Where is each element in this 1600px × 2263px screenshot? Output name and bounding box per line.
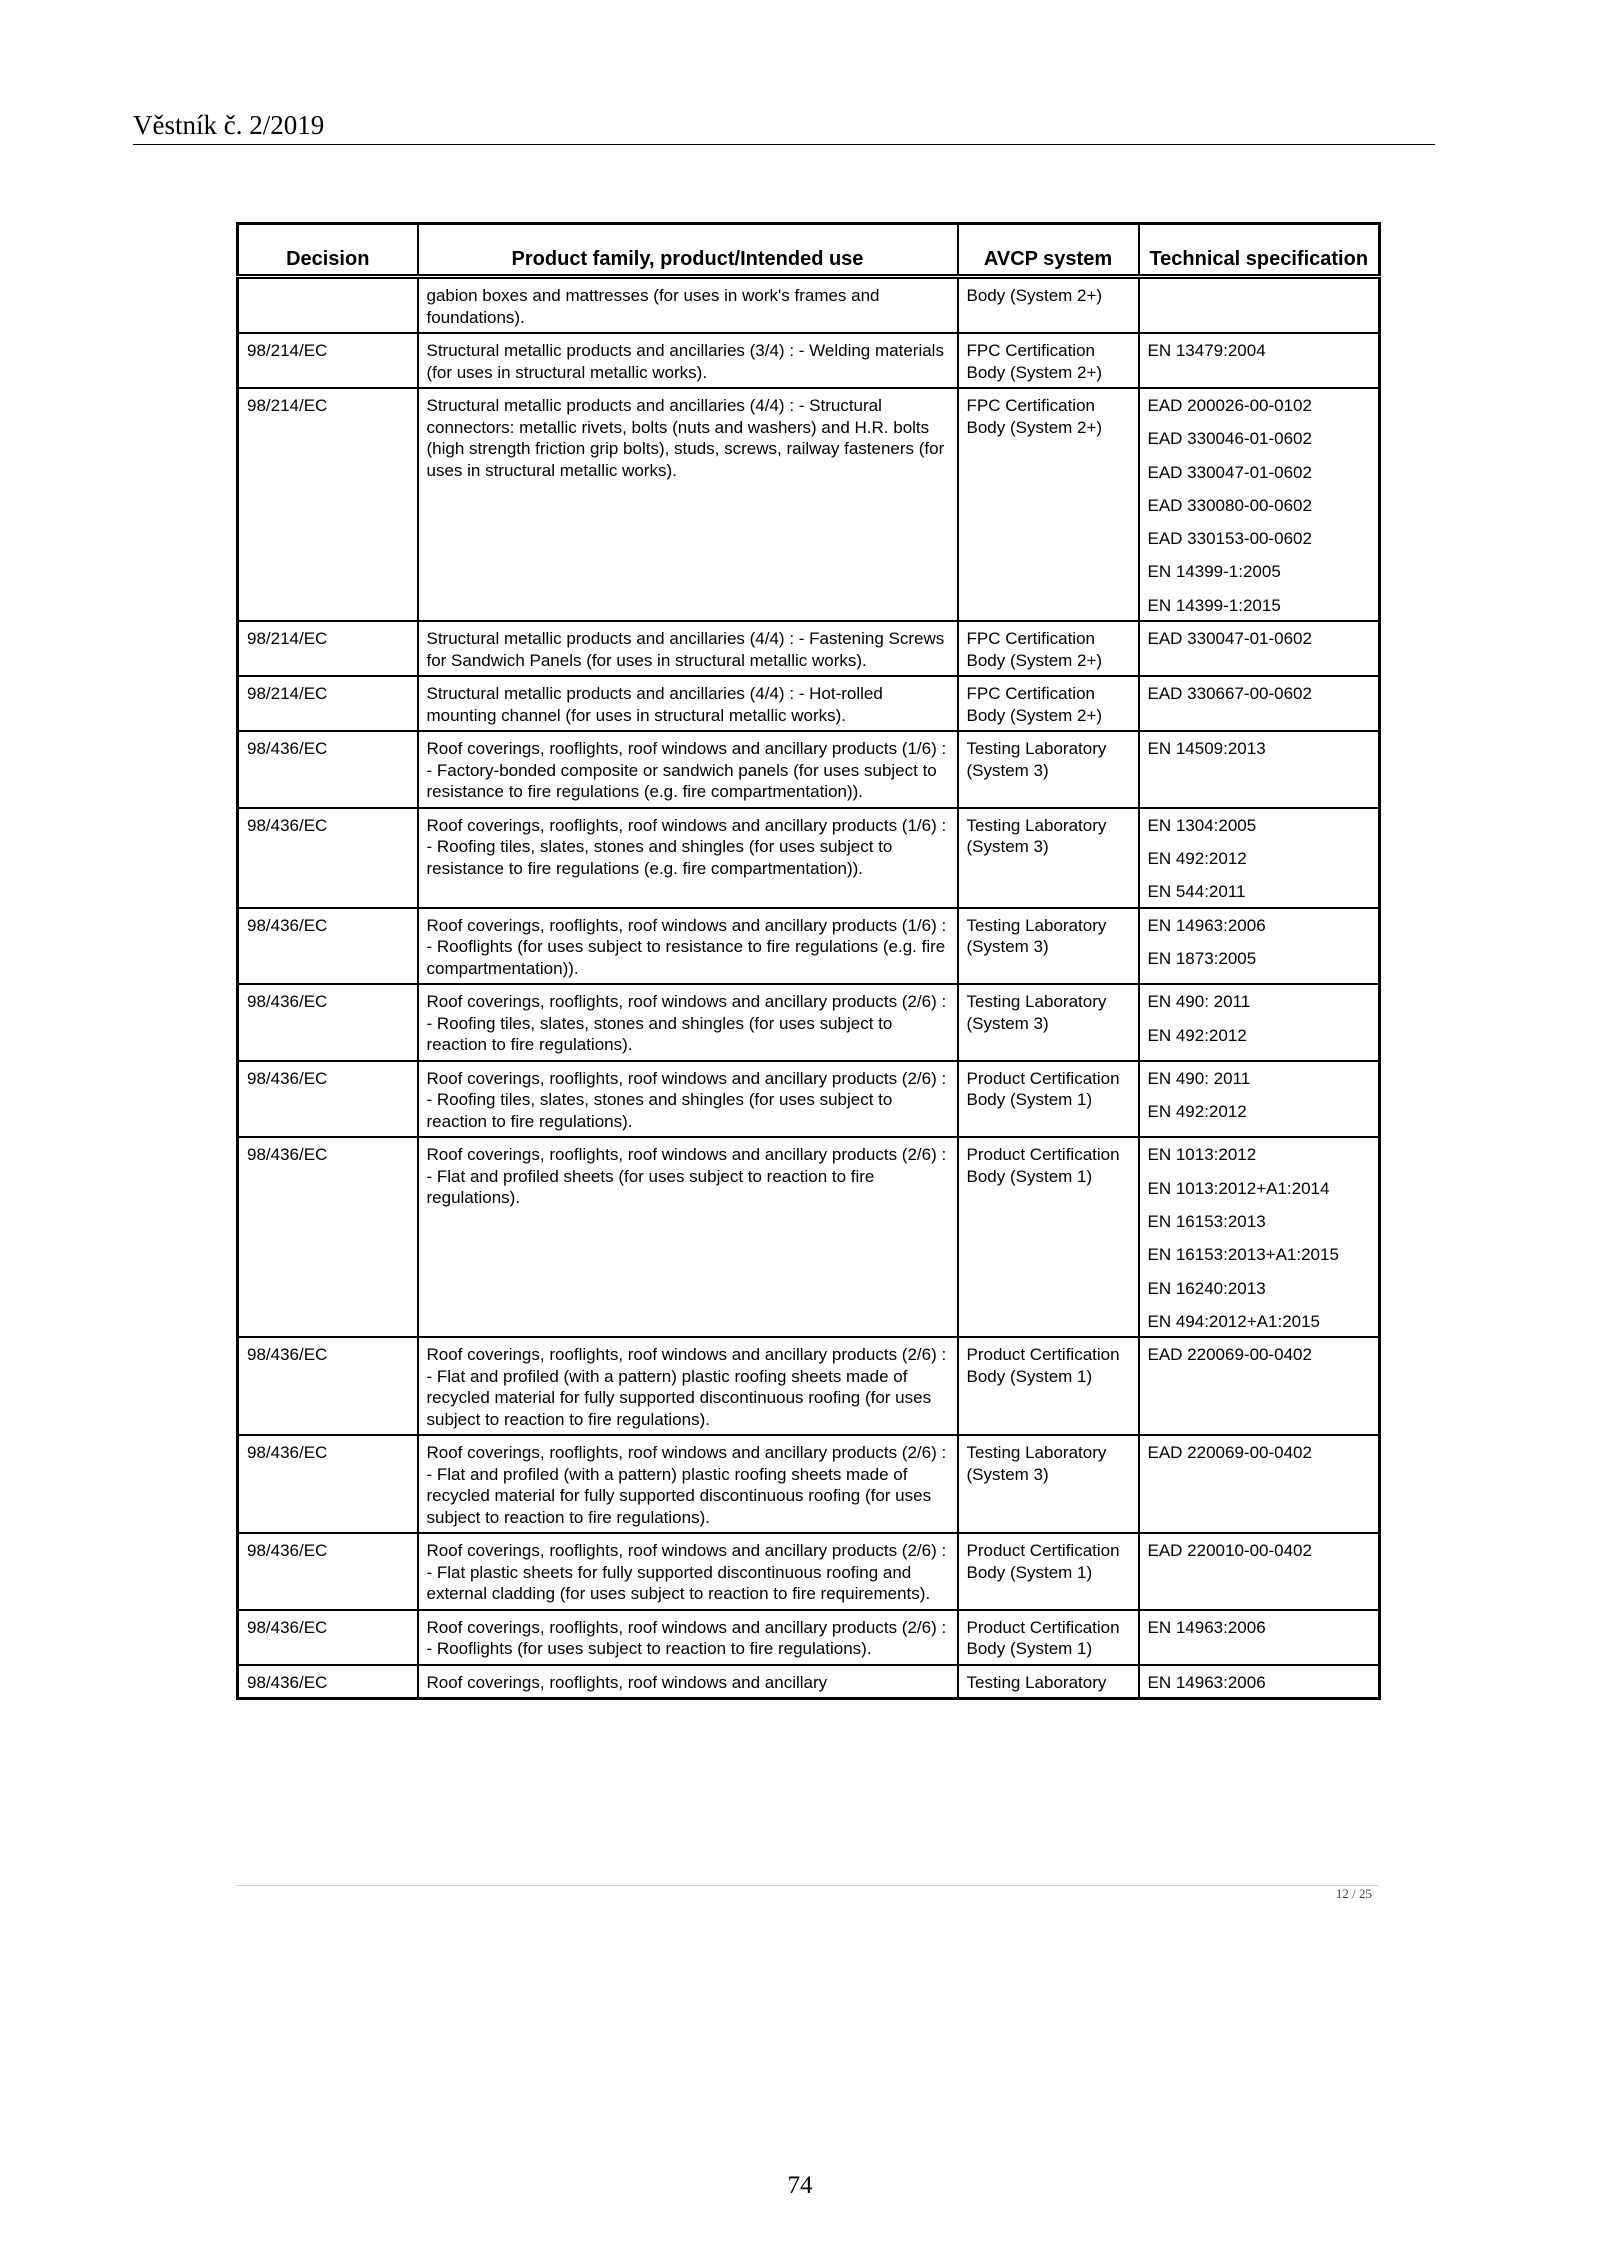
decision-cell: 98/436/EC — [238, 1337, 418, 1435]
table-header-row — [238, 224, 1380, 277]
product-cell: Roof coverings, rooflights, roof windows and ancillary products (1/6) : - Factory-bonded composite or sandwich panels (for uses subject to resistance to fire regulations (e.g. fire compartmentation)). — [418, 731, 958, 808]
column-header-decision: Decision — [238, 224, 418, 277]
product-cell: Roof coverings, rooflights, roof windows and ancillary products (1/6) : - Roofing tiles, slates, stones and shingles (for uses subject to resistance to fire regulations (e.g. fire compartmentation)). — [418, 808, 958, 908]
table-row — [238, 388, 1380, 621]
decision-cell: 98/436/EC — [238, 1435, 418, 1533]
column-header-product: Product family, product/Intended use — [418, 224, 958, 277]
table-row — [238, 676, 1380, 731]
table-row — [238, 277, 1380, 334]
specification-item: EAD 330047-01-0602 — [1147, 462, 1312, 482]
table-row — [238, 984, 1380, 1061]
specification-item: EAD 200026-00-0102 — [1147, 396, 1312, 415]
table-row — [238, 731, 1380, 808]
specification-item: EN 14963:2006 — [1147, 915, 1266, 935]
specification-item: EN 492:2012 — [1147, 1025, 1247, 1045]
journal-header: Věstník č. 2/2019 — [133, 108, 1435, 145]
decision-cell: 98/436/EC — [238, 1533, 418, 1610]
table-row — [238, 1137, 1380, 1337]
avcp-cell: FPC Certification Body (System 2+) — [958, 388, 1139, 621]
decision-cell: 98/214/EC — [238, 676, 418, 731]
specification-item: EAD 220069-00-0402 — [1147, 1443, 1312, 1463]
specification-cell — [1139, 808, 1380, 908]
specification-cell — [1139, 676, 1380, 731]
specification-cell — [1139, 621, 1380, 676]
specification-item: EN 1873:2005 — [1147, 949, 1257, 969]
decision-cell — [238, 277, 418, 334]
avcp-cell: Body (System 2+) — [958, 277, 1139, 334]
product-cell: Roof coverings, rooflights, roof windows and ancillary products (2/6) : - Flat and profiled sheets (for uses subject to reaction to fire regulations). — [418, 1137, 958, 1337]
decision-cell: 98/436/EC — [238, 1665, 418, 1699]
specification-cell — [1139, 277, 1380, 334]
decision-cell: 98/436/EC — [238, 1061, 418, 1138]
product-cell: Roof coverings, rooflights, roof windows and ancillary products (2/6) : - Flat plastic sheets for fully supported discontinuous roofing and external cladding (for uses subject to reaction to fire requirements). — [418, 1533, 958, 1610]
specification-item: EN 14509:2013 — [1147, 739, 1266, 759]
specification-item: EN 544:2011 — [1147, 882, 1246, 902]
specification-item: EAD 330047-01-0602 — [1147, 629, 1312, 649]
specification-item: EN 1304:2005 — [1147, 815, 1257, 835]
specification-cell — [1139, 333, 1380, 388]
specification-item: EN 492:2012 — [1147, 849, 1247, 869]
decision-cell: 98/436/EC — [238, 1137, 418, 1337]
table-row — [238, 1337, 1380, 1435]
avcp-cell: FPC Certification Body (System 2+) — [958, 621, 1139, 676]
avcp-cell: Product Certification Body (System 1) — [958, 1137, 1139, 1337]
specification-cell — [1139, 1533, 1380, 1610]
specification-item: EN 14399-1:2005 — [1147, 562, 1281, 582]
specification-item: EN 1013:2012+A1:2014 — [1147, 1178, 1330, 1198]
column-header-avcp: AVCP system — [958, 224, 1139, 277]
product-cell: Structural metallic products and ancillaries (3/4) : - Welding materials (for uses in structural metallic works). — [418, 333, 958, 388]
product-cell: gabion boxes and mattresses (for uses in work's frames and foundations). — [418, 277, 958, 334]
specification-item: EAD 330667-00-0602 — [1147, 684, 1312, 704]
specification-cell — [1139, 984, 1380, 1061]
avcp-cell: Testing Laboratory (System 3) — [958, 984, 1139, 1061]
decision-cell: 98/436/EC — [238, 984, 418, 1061]
column-header-specification: Technical specification — [1139, 224, 1380, 277]
specification-cell — [1139, 1137, 1380, 1337]
specification-item: EAD 330046-01-0602 — [1147, 429, 1312, 449]
table-row — [238, 621, 1380, 676]
table-row — [238, 1665, 1380, 1699]
decision-table — [236, 222, 1381, 1700]
specification-item: EN 494:2012+A1:2015 — [1147, 1311, 1321, 1331]
product-cell: Roof coverings, rooflights, roof windows and ancillary products (1/6) : - Rooflights (for uses subject to resistance to fire regulations (e.g. fire compartmentation)). — [418, 908, 958, 985]
table-row — [238, 1610, 1380, 1665]
specification-item: EN 492:2012 — [1147, 1102, 1247, 1122]
table-row — [238, 808, 1380, 908]
product-cell: Roof coverings, rooflights, roof windows and ancillary products (2/6) : - Roofing tiles, slates, stones and shingles (for uses subject to reaction to fire regulations). — [418, 1061, 958, 1138]
avcp-cell: Testing Laboratory — [958, 1665, 1139, 1699]
decision-cell: 98/436/EC — [238, 908, 418, 985]
product-cell: Structural metallic products and ancillaries (4/4) : - Fastening Screws for Sandwich Panels (for uses in structural metallic works). — [418, 621, 958, 676]
specification-item: EN 16240:2013 — [1147, 1278, 1266, 1298]
decision-cell: 98/214/EC — [238, 388, 418, 621]
specification-item: EAD 220069-00-0402 — [1147, 1345, 1312, 1365]
decision-cell: 98/436/EC — [238, 731, 418, 808]
specification-cell — [1139, 388, 1380, 621]
avcp-cell: Product Certification Body (System 1) — [958, 1533, 1139, 1610]
avcp-cell: Testing Laboratory (System 3) — [958, 908, 1139, 985]
table-row — [238, 1533, 1380, 1610]
avcp-cell: Testing Laboratory (System 3) — [958, 731, 1139, 808]
decision-cell: 98/436/EC — [238, 1610, 418, 1665]
specification-item: EAD 220010-00-0402 — [1147, 1541, 1312, 1561]
decision-table-container — [236, 222, 1378, 1700]
specification-item: EN 490: 2011 — [1147, 1068, 1251, 1088]
specification-item: EAD 330080-00-0602 — [1147, 495, 1312, 515]
product-cell: Structural metallic products and ancillaries (4/4) : - Hot-rolled mounting channel (for uses in structural metallic works). — [418, 676, 958, 731]
product-cell: Roof coverings, rooflights, roof windows and ancillary products (2/6) : - Flat and profiled (with a pattern) plastic roofing sheets made of recycled material for fully supported discontinuous roofing (for uses subject to reaction to fire regulations). — [418, 1435, 958, 1533]
specification-item: EN 490: 2011 — [1147, 992, 1251, 1012]
product-cell: Roof coverings, rooflights, roof windows and ancillary — [418, 1665, 958, 1699]
product-cell: Roof coverings, rooflights, roof windows and ancillary products (2/6) : - Flat and profiled (with a pattern) plastic roofing sheets made of recycled material for fully supported discontinuous roofing (for uses subject to reaction to fire regulations). — [418, 1337, 958, 1435]
specification-item: EN 14963:2006 — [1147, 1672, 1266, 1692]
specification-cell — [1139, 1337, 1380, 1435]
specification-item: EN 14963:2006 — [1147, 1617, 1266, 1637]
page-of-indicator: 12 / 25 — [1335, 1886, 1372, 1901]
specification-item: EN 14399-1:2015 — [1147, 595, 1281, 615]
specification-cell — [1139, 1610, 1380, 1665]
table-row — [238, 1061, 1380, 1138]
page-number: 74 — [787, 2172, 813, 2199]
decision-cell: 98/214/EC — [238, 333, 418, 388]
product-cell: Roof coverings, rooflights, roof windows and ancillary products (2/6) : - Roofing tiles, slates, stones and shingles (for uses subject to reaction to fire regulations). — [418, 984, 958, 1061]
specification-item: EAD 330153-00-0602 — [1147, 529, 1312, 549]
decision-cell: 98/436/EC — [238, 808, 418, 908]
avcp-cell: Product Certification Body (System 1) — [958, 1337, 1139, 1435]
specification-cell — [1139, 1665, 1380, 1699]
product-cell: Structural metallic products and ancillaries (4/4) : - Structural connectors: metallic rivets, bolts (nuts and washers) and H.R. bolts (high strength friction grip bolts), studs, screws, railway fasteners (for uses in structural metallic works). — [418, 388, 958, 621]
specification-cell — [1139, 1435, 1380, 1533]
footer-divider — [236, 1885, 1378, 1886]
avcp-cell: Testing Laboratory (System 3) — [958, 808, 1139, 908]
avcp-cell: Product Certification Body (System 1) — [958, 1610, 1139, 1665]
table-row — [238, 333, 1380, 388]
specification-item: EN 1013:2012 — [1147, 1145, 1257, 1165]
table-row — [238, 1435, 1380, 1533]
specification-cell — [1139, 1061, 1380, 1138]
avcp-cell: Product Certification Body (System 1) — [958, 1061, 1139, 1138]
decision-cell: 98/214/EC — [238, 621, 418, 676]
specification-item: EN 16153:2013+A1:2015 — [1147, 1245, 1339, 1265]
avcp-cell: Testing Laboratory (System 3) — [958, 1435, 1139, 1533]
specification-cell — [1139, 731, 1380, 808]
specification-cell — [1139, 908, 1380, 985]
table-body — [238, 277, 1380, 1699]
avcp-cell: FPC Certification Body (System 2+) — [958, 676, 1139, 731]
avcp-cell: FPC Certification Body (System 2+) — [958, 333, 1139, 388]
table-row — [238, 908, 1380, 985]
specification-item: EN 16153:2013 — [1147, 1211, 1266, 1231]
specification-item: EN 13479:2004 — [1147, 341, 1266, 360]
product-cell: Roof coverings, rooflights, roof windows and ancillary products (2/6) : - Rooflights (for uses subject to reaction to fire regulations). — [418, 1610, 958, 1665]
